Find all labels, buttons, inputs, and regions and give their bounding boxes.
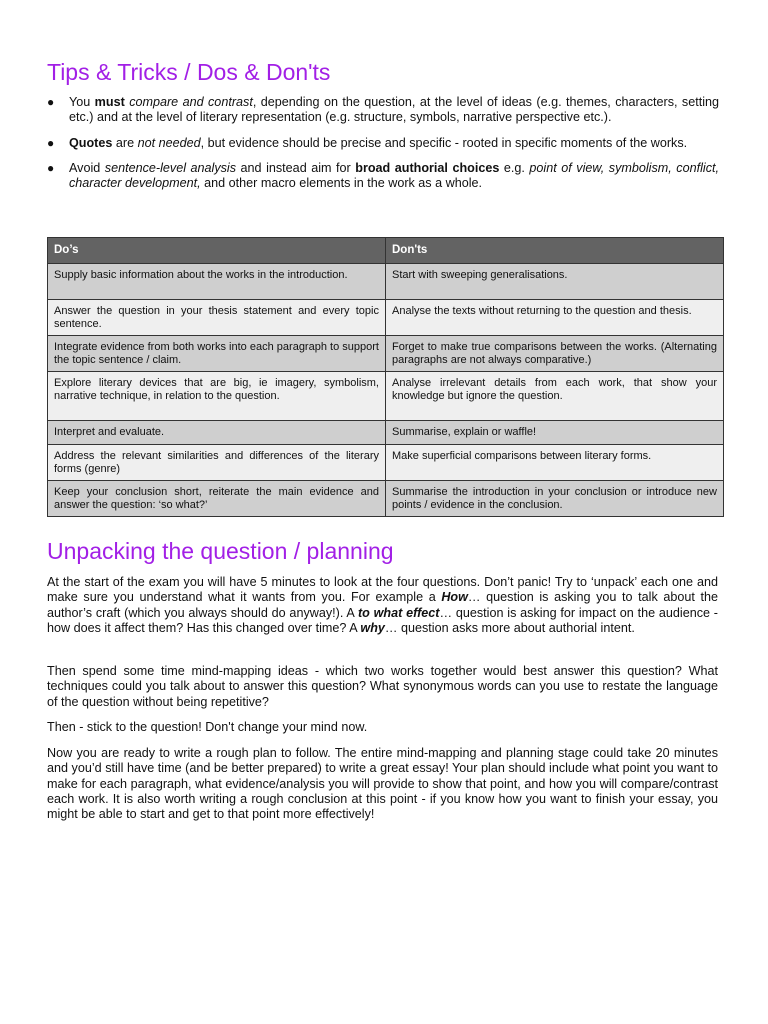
bullet-icon: ● [47,95,55,109]
table-cell: Supply basic information about the works in the introduction. [48,264,386,300]
table-row [48,445,724,481]
table-cell: Analyse the texts without returning to the question and thesis. [386,300,724,336]
paragraph-stick-to-question: Then - stick to the question! Don't change your mind now. [47,720,368,734]
table-cell: Interpret and evaluate. [48,421,386,445]
table-cell: Answer the question in your thesis statement and every topic sentence. [48,300,386,336]
section-heading-planning: Unpacking the question / planning [47,538,394,564]
table-cell: Start with sweeping generalisations. [386,264,724,300]
column-header-dos: Do’s [48,238,386,264]
table-row [48,264,724,300]
table-cell: Make superficial comparisons between literary forms. [386,445,724,481]
list-item: ● Quotes are not needed, but evidence should be precise and specific - rooted in specific moments of the works. [47,135,688,150]
table-cell: Summarise, explain or waffle! [386,421,724,445]
table-cell: Analyse irrelevant details from each work, that show your knowledge but ignore the question. [386,372,724,421]
table-cell: Explore literary devices that are big, ie imagery, symbolism, narrative technique, in relation to the question. [48,372,386,421]
table-row [48,481,724,517]
table-cell: Address the relevant similarities and differences of the literary forms (genre) [48,445,386,481]
table-row [48,421,724,445]
tips-list [47,95,719,201]
table-cell: Summarise the introduction in your conclusion or introduce new points / evidence in the conclusion. [386,481,724,517]
table-row [48,336,724,372]
table-header-row [48,238,724,264]
table-cell: Forget to make true comparisons between the works. (Alternating paragraphs are not always comparative.) [386,336,724,372]
table-row [48,300,724,336]
bullet-icon: ● [47,160,55,175]
list-item: ● You must compare and contrast, depending on the question, at the level of ideas (e.g. themes, characters, setting etc.) and at the level of literary representation (e.g. structure, symbols, narrative perspective etc.). [47,95,720,125]
table-row [48,372,724,421]
table-cell: Integrate evidence from both works into each paragraph to support the topic sentence / claim. [48,336,386,372]
table-cell: Keep your conclusion short, reiterate the main evidence and answer the question: ‘so what?’ [48,481,386,517]
column-header-donts: Don'ts [386,238,724,264]
bullet-icon: ● [47,135,55,150]
paragraph-unpack: At the start of the exam you will have 5 minutes to look at the four questions. Don’t panic! Try to ‘unpack’ each one and make sure you understand what it wants from you. For example a How… question is asking you to talk about the author’s craft (which you always should do anyway!). A to what effect… question is asking for impact on the audience - how does it affect them? Has this changed over time? A why… question asks more about authorial intent. [47,575,718,635]
list-item: ● Avoid sentence-level analysis and instead aim for broad authorial choices e.g. point of view, symbolism, conflict, character development, and other macro elements in the work as a whole. [47,160,719,191]
section-heading-tips: Tips & Tricks / Dos & Don'ts [47,59,331,85]
dos-donts-table [47,237,724,517]
paragraph-mind-mapping: Then spend some time mind-mapping ideas - which two works together would best answer this question? What techniques could you talk about to answer this question? What synonymous words can you use to restate the language of the question without being repetitive? [47,664,718,709]
paragraph-rough-plan: Now you are ready to write a rough plan to follow. The entire mind-mapping and planning stage could take 20 minutes and you’d still have time (and be better prepared) to write a great essay! Your plan should include what point you want to make for each paragraph, what evidence/analysis you will provide to show that point, and how you will compare/contrast each work. It is also worth writing a rough conclusion at this point - if you know how you want to finish your essay, you might be able to start and get to that point more effectively! [47,746,718,822]
